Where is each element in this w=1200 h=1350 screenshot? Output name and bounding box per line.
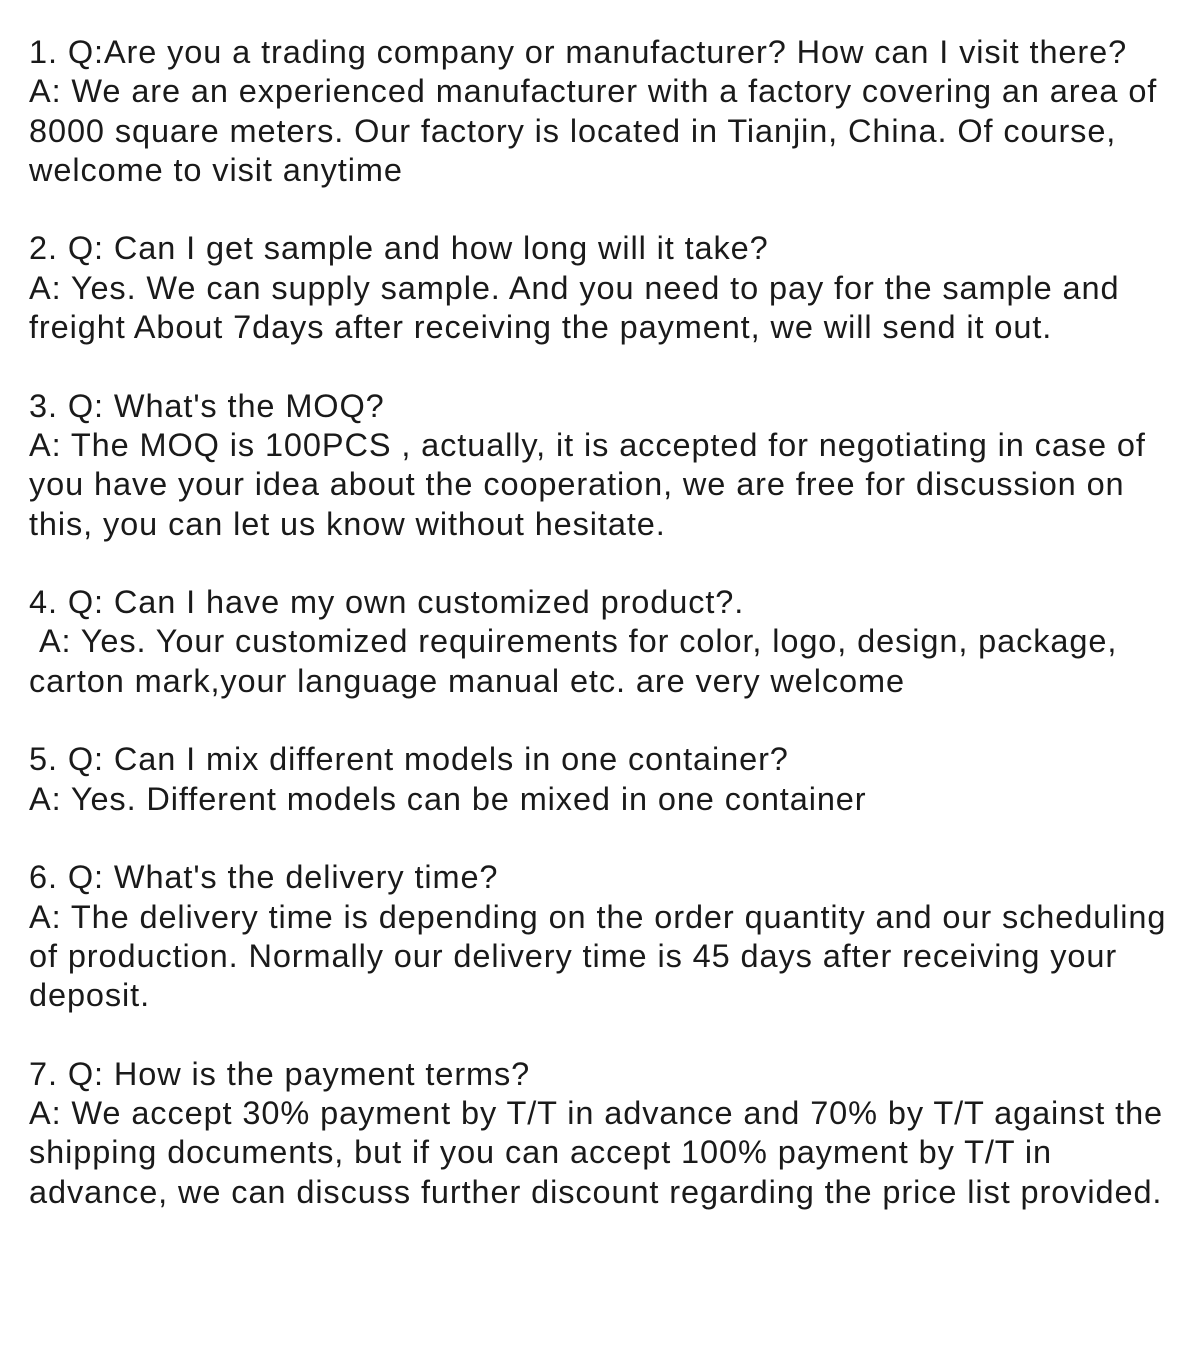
faq-question-3: 3. Q: What's the MOQ? <box>29 387 385 424</box>
faq-question-5: 5. Q: Can I mix different models in one container? <box>29 741 789 778</box>
faq-question-1: 1. Q:Are you a trading company or manufacturer? How can I visit there? <box>29 34 1128 70</box>
faq-answer-7: A: We accept 30% payment by T/T in advance and 70% by T/T against the shipping documents, but if you can accept 100% payment by T/T in advance, we can discuss further discount regarding the price list provided. <box>29 1095 1173 1210</box>
faq-question-7: 7. Q: How is the payment terms? <box>29 1055 531 1092</box>
faq-item-4 <box>29 583 1179 701</box>
faq-item-5 <box>29 740 1179 819</box>
faq-question-2: 2. Q: Can I get sample and how long will it take? <box>29 230 769 267</box>
faq-question-6: 6. Q: What's the delivery time? <box>29 859 499 896</box>
faq-item-1 <box>29 33 1179 190</box>
faq-answer-2: A: Yes. We can supply sample. And you need to pay for the sample and freight About 7days after receiving the payment, we will send it out. <box>29 269 1130 346</box>
faq-item-7 <box>29 1055 1179 1212</box>
faq-answer-5: A: Yes. Different models can be mixed in one container <box>29 780 867 817</box>
faq-item-3 <box>29 387 1179 544</box>
faq-answer-1: A: We are an experienced manufacturer with a factory covering an area of 8000 square meters. Our factory is located in Tianjin, China. Of course, welcome to visit anytime <box>29 73 1168 188</box>
faq-document <box>29 33 1179 1251</box>
faq-answer-6: A: The delivery time is depending on the order quantity and our scheduling of production. Normally our delivery time is 45 days after receiving your deposit. <box>29 898 1177 1014</box>
faq-item-2 <box>29 229 1179 347</box>
faq-answer-3: A: The MOQ is 100PCS , actually, it is accepted for negotiating in case of you have your idea about the cooperation, we are free for discussion on this, you can let us know without hesitate. <box>29 426 1156 542</box>
faq-question-4: 4. Q: Can I have my own customized product?. <box>29 584 745 621</box>
faq-item-6 <box>29 858 1179 1015</box>
faq-answer-4: A: Yes. Your customized requirements for color, logo, design, package, carton mark,your language manual etc. are very welcome <box>29 623 1128 699</box>
